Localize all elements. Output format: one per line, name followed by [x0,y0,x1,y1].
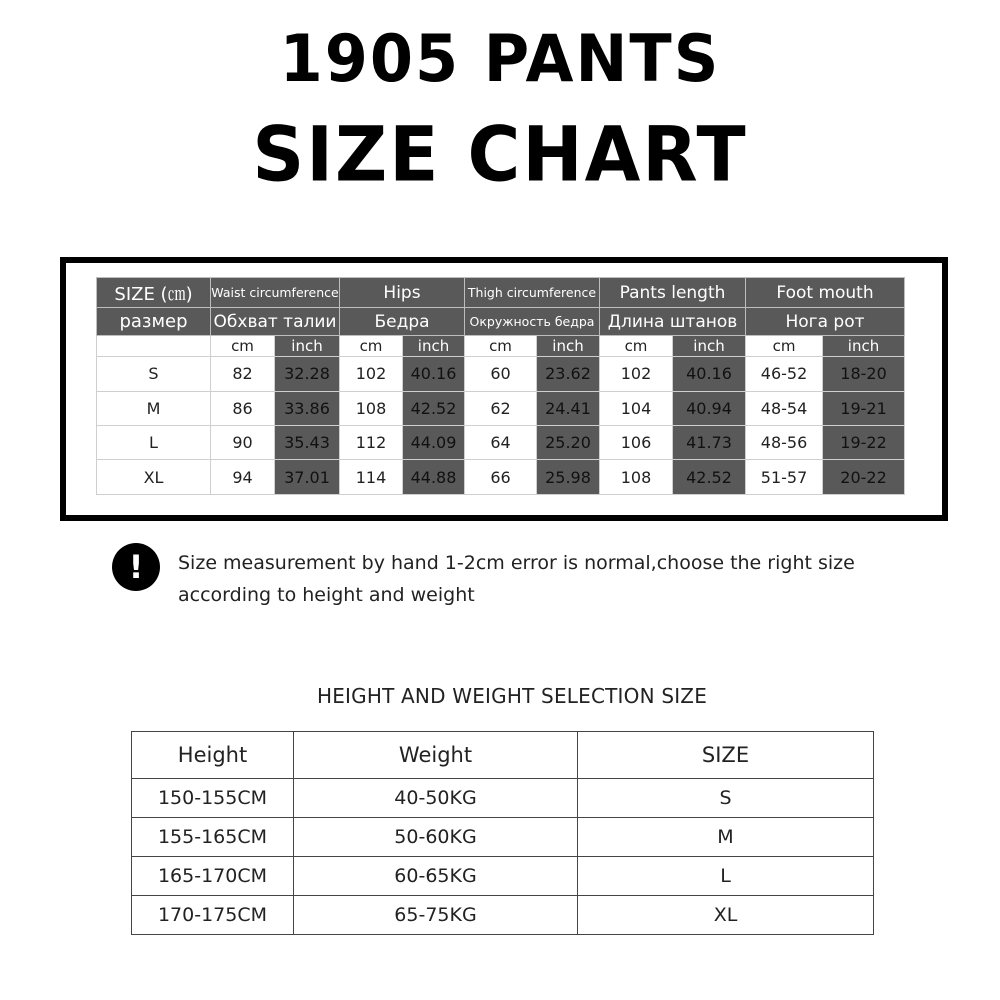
header-cell: Foot mouth [746,278,905,308]
exclamation-icon: ! [112,543,160,591]
value-cell: 25.98 [537,460,600,495]
notice-text: Size measurement by hand 1-2cm error is normal,choose the right size according to height and weight [178,552,855,606]
value-cell: 102 [340,357,403,391]
height-weight-table [131,731,874,935]
value-cell: 108 [600,460,673,495]
measurement-notice [112,543,952,613]
size-cell: XL [578,896,874,935]
header-row-ru [97,308,905,335]
value-cell: 40.16 [403,357,465,391]
value-cell: 25.20 [537,426,600,460]
value-cell: 112 [340,426,403,460]
size-cell: L [97,426,211,460]
value-cell: 42.52 [403,391,465,425]
height-cell: 150-155CM [132,779,294,818]
value-cell: 82 [211,357,275,391]
header-cell: Длина штанов [600,308,746,335]
weight-cell: 60-65KG [294,857,578,896]
table-row [97,357,905,391]
value-cell: 90 [211,426,275,460]
value-cell: 48-54 [746,391,823,425]
hw-header-cell: SIZE [578,732,874,779]
value-cell: 64 [465,426,537,460]
unit-cell: inch [403,335,465,356]
hw-header-cell: Weight [294,732,578,779]
table-row [132,779,874,818]
header-cell: Обхват талии [211,308,340,335]
header-cell: Thigh circumference [465,278,600,308]
header-cell: Waist circumference [211,278,340,308]
value-cell: 51-57 [746,460,823,495]
unit-cell [97,335,211,356]
unit-cell: inch [673,335,746,356]
value-cell: 24.41 [537,391,600,425]
value-cell: 104 [600,391,673,425]
table-row [132,857,874,896]
unit-cell: cm [600,335,673,356]
height-cell: 170-175CM [132,896,294,935]
height-cell: 165-170CM [132,857,294,896]
header-cell: Нога рот [746,308,905,335]
table-row [132,818,874,857]
value-cell: 60 [465,357,537,391]
unit-cell: cm [340,335,403,356]
value-cell: 19-22 [823,426,905,460]
header-cell: размер [97,308,211,335]
value-cell: 44.88 [403,460,465,495]
value-cell: 44.09 [403,426,465,460]
value-cell: 102 [600,357,673,391]
value-cell: 32.28 [275,357,340,391]
unit-cell: cm [465,335,537,356]
title-line-1: 1905 PANTS [279,20,721,97]
value-cell: 40.94 [673,391,746,425]
value-cell: 114 [340,460,403,495]
size-cell: L [578,857,874,896]
header-cell: Бедра [340,308,465,335]
header-row-en [97,278,905,308]
value-cell: 62 [465,391,537,425]
value-cell: 41.73 [673,426,746,460]
size-cell: M [578,818,874,857]
size-chart-table [96,277,905,495]
table-row [97,426,905,460]
unit-cell: cm [746,335,823,356]
weight-cell: 65-75KG [294,896,578,935]
height-cell: 155-165CM [132,818,294,857]
value-cell: 106 [600,426,673,460]
size-cell: S [97,357,211,391]
value-cell: 108 [340,391,403,425]
size-cell: M [97,391,211,425]
value-cell: 35.43 [275,426,340,460]
value-cell: 37.01 [275,460,340,495]
weight-cell: 50-60KG [294,818,578,857]
unit-row [97,335,905,356]
value-cell: 40.16 [673,357,746,391]
value-cell: 20-22 [823,460,905,495]
unit-cell: cm [211,335,275,356]
table-row [97,391,905,425]
value-cell: 86 [211,391,275,425]
header-cell: Окружность бедра [465,308,600,335]
unit-cell: inch [537,335,600,356]
value-cell: 33.86 [275,391,340,425]
size-chart-frame [60,257,948,521]
table-row [97,460,905,495]
title-line-2: SIZE CHART [252,109,748,199]
value-cell: 42.52 [673,460,746,495]
value-cell: 66 [465,460,537,495]
value-cell: 23.62 [537,357,600,391]
weight-cell: 40-50KG [294,779,578,818]
value-cell: 94 [211,460,275,495]
value-cell: 46-52 [746,357,823,391]
header-cell: Hips [340,278,465,308]
header-cell: Pants length [600,278,746,308]
table-row [132,896,874,935]
value-cell: 18-20 [823,357,905,391]
size-cell: S [578,779,874,818]
hw-table-title: HEIGHT AND WEIGHT SELECTION SIZE [316,684,708,708]
hw-header-row [132,732,874,779]
unit-cell: inch [275,335,340,356]
value-cell: 48-56 [746,426,823,460]
header-cell: SIZE (㎝) [97,278,211,308]
hw-header-cell: Height [132,732,294,779]
value-cell: 19-21 [823,391,905,425]
unit-cell: inch [823,335,905,356]
size-cell: XL [97,460,211,495]
